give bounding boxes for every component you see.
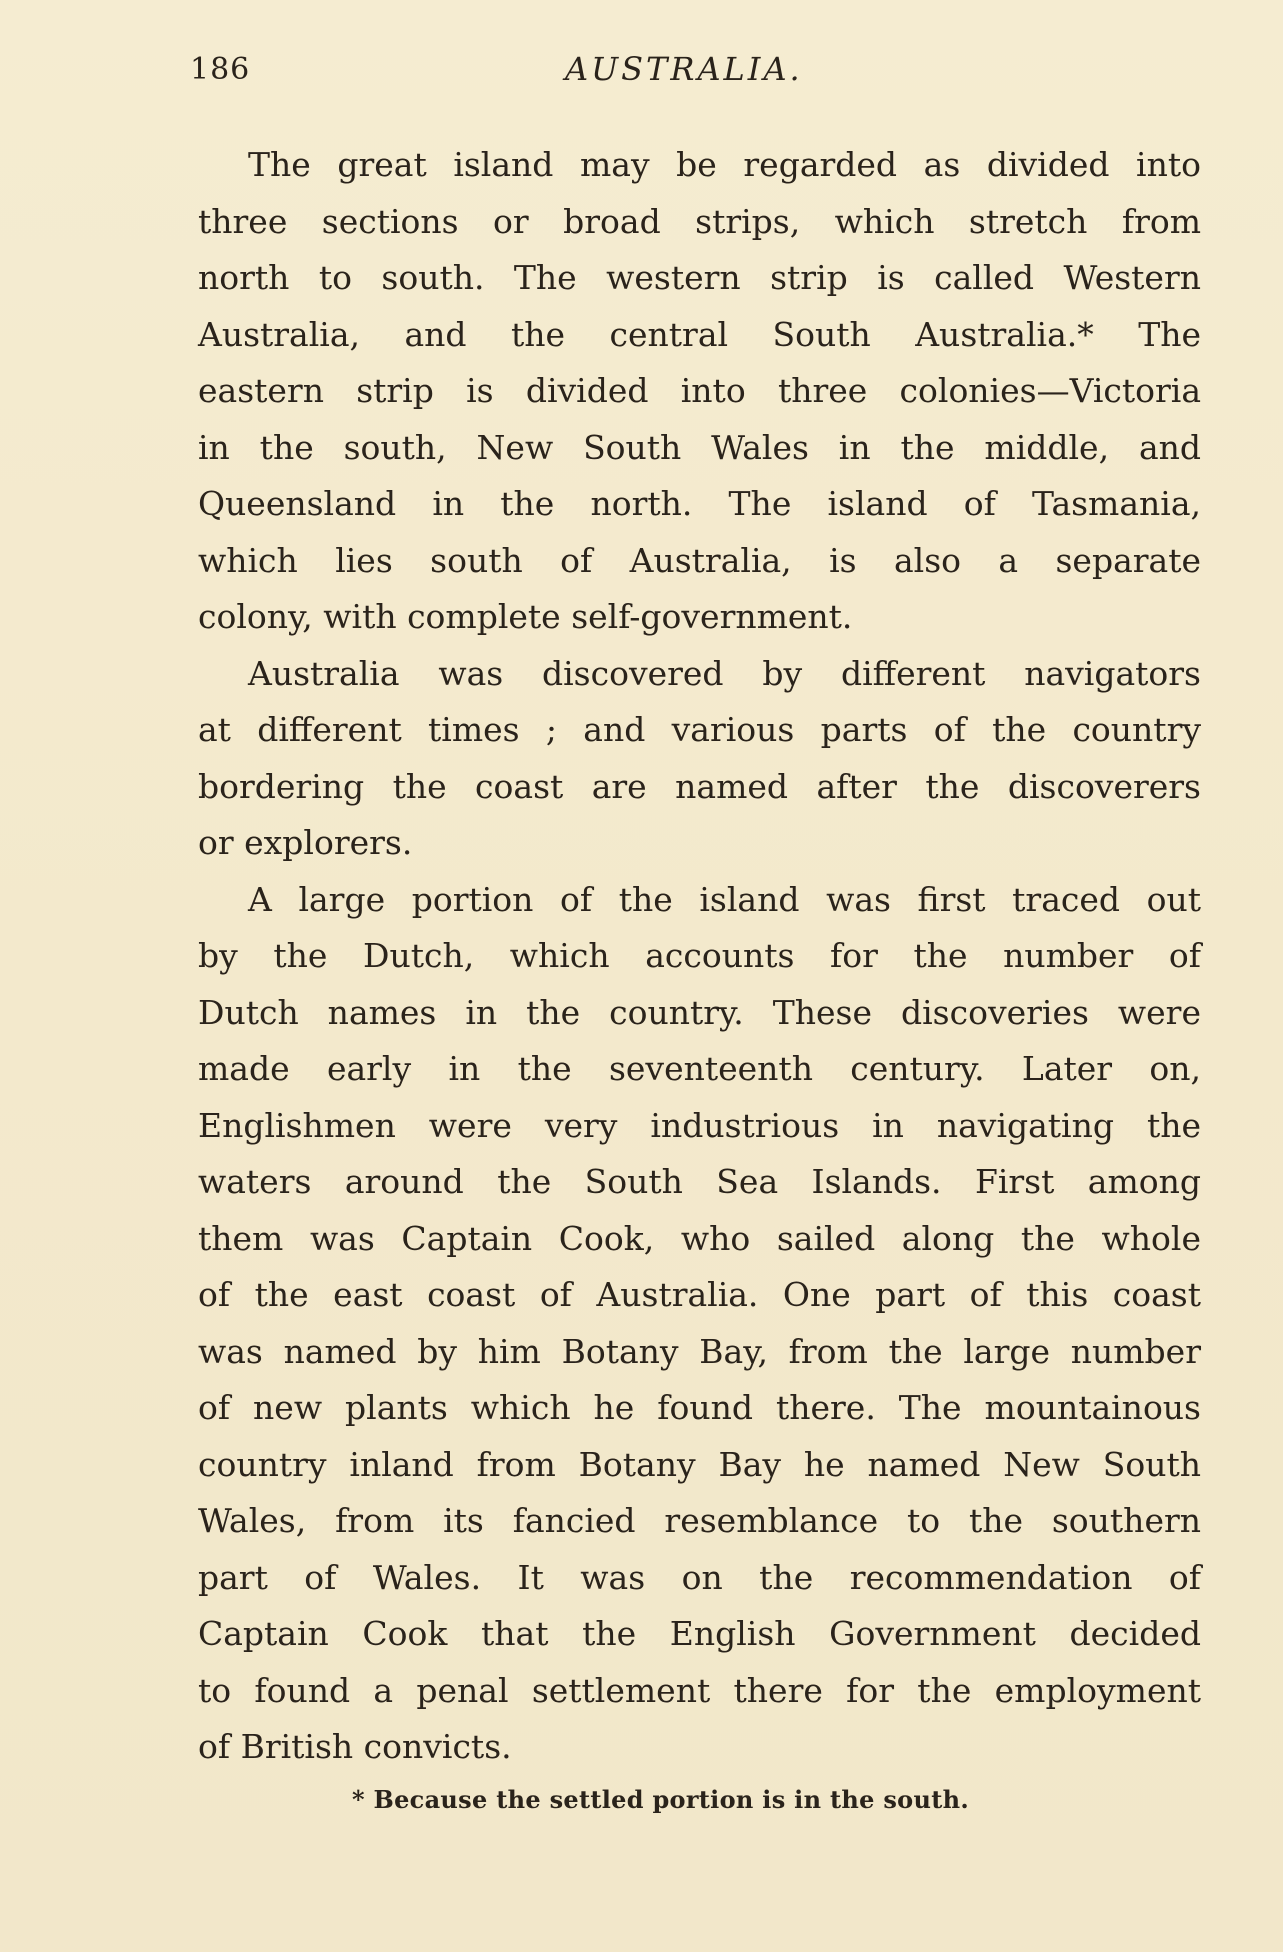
body-text (198, 137, 1201, 1776)
text-line: of the east coast of Australia. One part of this coast (198, 1275, 1201, 1314)
page-number: 186 (190, 52, 251, 87)
text-line: made early in the seventeenth century. Later on, (198, 1049, 1201, 1088)
text-line: bordering the coast are named after the discoverers (198, 766, 1201, 806)
text-line: Queensland in the north. The island of Tasmania, (198, 484, 1201, 523)
text-line: country inland from Botany Bay he named New South (198, 1444, 1201, 1484)
text-line: The great island may be regarded as divided into (248, 145, 1201, 184)
text-line: Australia was discovered by different navigators (248, 653, 1201, 693)
paragraph (198, 646, 1201, 872)
running-head: AUSTRALIA. (565, 50, 803, 88)
text-line: north to south. The western strip is called Western (198, 258, 1201, 297)
text-line: to found a penal settlement there for the employment (198, 1670, 1201, 1710)
text-line: or explorers. (198, 823, 413, 862)
text-line: A large portion of the island was first traced out (248, 879, 1201, 919)
page-header (0, 44, 1283, 94)
text-line: Wales, from its fancied resemblance to the southern (198, 1501, 1201, 1540)
text-line: Captain Cook that the English Government decided (198, 1614, 1201, 1653)
paragraph (198, 872, 1201, 1776)
text-line: Dutch names in the country. These discoveries were (198, 992, 1201, 1032)
text-line: by the Dutch, which accounts for the number of (198, 936, 1201, 975)
text-line: colony, with complete self-government. (198, 597, 853, 636)
paragraph (198, 137, 1201, 646)
text-line: was named by him Botany Bay, from the large number (198, 1331, 1201, 1371)
text-line: which lies south of Australia, is also a separate (198, 540, 1201, 580)
text-line: part of Wales. It was on the recommendation of (198, 1557, 1201, 1597)
text-line: them was Captain Cook, who sailed along the whole (198, 1218, 1201, 1258)
text-line: at different times ; and various parts of the country (198, 710, 1201, 749)
text-line: Englishmen were very industrious in navigating the (198, 1105, 1201, 1145)
text-line: waters around the South Sea Islands. First among (198, 1162, 1201, 1201)
text-line: eastern strip is divided into three colonies—Victoria (198, 371, 1201, 410)
text-line: Australia, and the central South Australia.* The (198, 314, 1201, 354)
text-line: of new plants which he found there. The mountainous (198, 1388, 1201, 1427)
text-line: of British convicts. (198, 1727, 512, 1766)
text-line: in the south, New South Wales in the middle, and (198, 427, 1201, 467)
text-line: three sections or broad strips, which stretch from (198, 201, 1201, 241)
footnote: * Because the settled portion is in the south. (352, 1785, 970, 1814)
